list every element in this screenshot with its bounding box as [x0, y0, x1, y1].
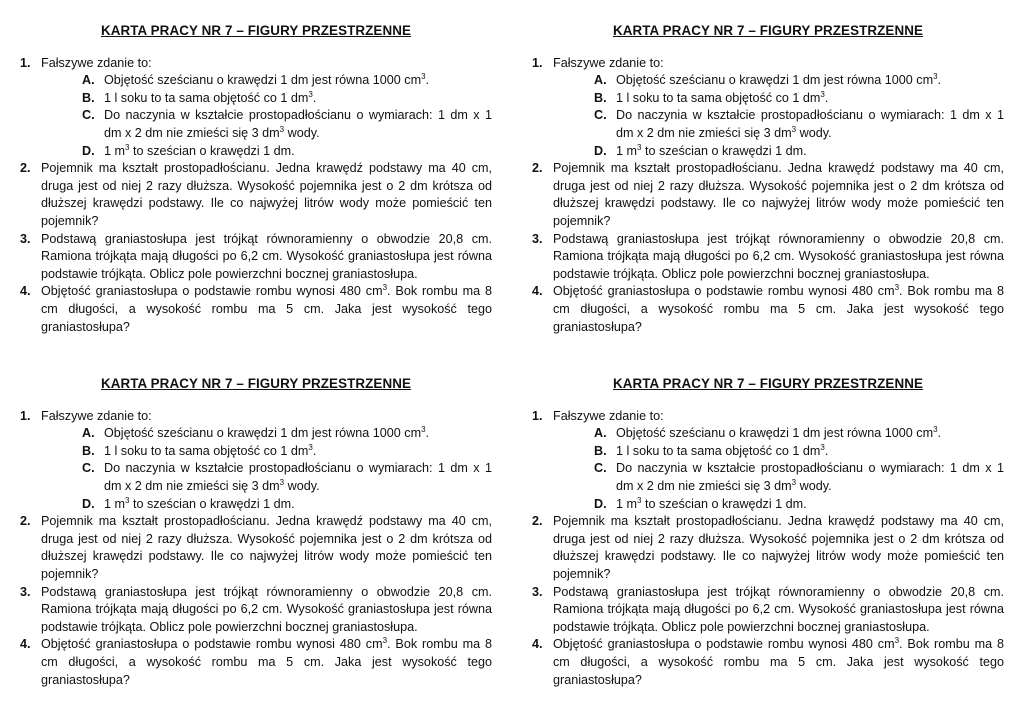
superscript: 3 — [820, 442, 825, 452]
option-b — [82, 443, 492, 461]
option-label: D. — [594, 496, 607, 511]
answer-options — [82, 72, 492, 160]
option-text-end: wody. — [796, 478, 832, 493]
question-4 — [532, 636, 1004, 689]
option-c — [594, 107, 1004, 142]
worksheet-card-top-left — [20, 22, 492, 336]
option-label: B. — [594, 90, 607, 105]
option-label: D. — [82, 496, 95, 511]
option-label: D. — [594, 143, 607, 158]
question-text-end: . Bok rombu ma 8 cm długości, a wysokość rombu ma 5 cm. Jaka jest wysokość tego graniastosłupa? — [553, 637, 1004, 687]
question-number: 3. — [20, 584, 31, 599]
question-number: 3. — [532, 231, 543, 246]
option-label: D. — [82, 143, 95, 158]
question-text: Podstawą graniastosłupa jest trójkąt równoramienny o obwodzie 20,8 cm. Ramiona trójkąta mają długości po 6,2 cm. Wysokość graniastosłupa jest równa podstawie trójkąta. Oblicz pole powierzchni bocznej graniastosłupa. — [41, 231, 492, 281]
superscript: 3 — [382, 636, 388, 646]
option-label: C. — [82, 461, 95, 476]
option-text-end: . — [425, 73, 430, 88]
question-number: 2. — [532, 514, 543, 529]
superscript: 3 — [791, 124, 797, 134]
option-label: B. — [82, 90, 95, 105]
question-2 — [532, 160, 1004, 230]
option-text-end: to sześcian o krawędzi 1 dm. — [129, 496, 295, 511]
option-label: A. — [594, 426, 607, 441]
card-title: KARTA PRACY NR 7 – FIGURY PRZESTRZENNE — [100, 376, 412, 391]
superscript: 3 — [791, 477, 797, 487]
option-text: 1 l soku to ta sama objętość co 1 dm — [104, 443, 309, 458]
option-text-end: to sześcian o krawędzi 1 dm. — [641, 496, 807, 511]
question-2 — [532, 513, 1004, 583]
worksheet-card-bottom-right — [532, 375, 1004, 689]
question-text: Fałszywe zdanie to: — [41, 408, 152, 423]
superscript: 3 — [421, 425, 426, 435]
worksheet-card-top-right — [532, 22, 1004, 336]
option-text: 1 l soku to ta sama objętość co 1 dm — [616, 90, 821, 105]
option-b — [594, 90, 1004, 108]
option-label: A. — [82, 426, 95, 441]
option-text: Do naczynia w kształcie prostopadłościanu o wymiarach: 1 dm x 1 dm x 2 dm nie zmieści się 3 dm — [104, 108, 492, 140]
superscript: 3 — [933, 72, 938, 82]
superscript: 3 — [125, 495, 130, 505]
question-text: Objętość graniastosłupa o podstawie rombu wynosi 480 cm — [553, 284, 895, 299]
question-number: 1. — [20, 55, 31, 70]
question-text: Fałszywe zdanie to: — [41, 55, 152, 70]
superscript: 3 — [894, 636, 900, 646]
option-text-end: to sześcian o krawędzi 1 dm. — [641, 143, 807, 158]
question-1 — [532, 55, 1004, 73]
question-text: Pojemnik ma kształt prostopadłościanu. Jedna krawędź podstawy ma 40 cm, druga jest od niej 2 razy dłuższa. Wysokość pojemnika jest o 2 dm krótsza od dłuższej krawędzi podstawy. Ile co najwyżej litrów wody może pomieścić ten pojemnik? — [41, 514, 492, 581]
superscript: 3 — [308, 442, 313, 452]
question-number: 1. — [20, 408, 31, 423]
worksheet-card-bottom-left — [20, 375, 492, 689]
answer-options — [594, 72, 1004, 160]
superscript: 3 — [894, 283, 900, 293]
question-text: Pojemnik ma kształt prostopadłościanu. Jedna krawędź podstawy ma 40 cm, druga jest od niej 2 razy dłuższa. Wysokość pojemnika jest o 2 dm krótsza od dłuższej krawędzi podstawy. Ile co najwyżej litrów wody może pomieścić ten pojemnik? — [41, 161, 492, 228]
option-a — [594, 72, 1004, 90]
option-b — [82, 90, 492, 108]
question-text: Podstawą graniastosłupa jest trójkąt równoramienny o obwodzie 20,8 cm. Ramiona trójkąta mają długości po 6,2 cm. Wysokość graniastosłupa jest równa podstawie trójkąta. Oblicz pole powierzchni bocznej graniastosłupa. — [553, 584, 1004, 634]
question-text-end: . Bok rombu ma 8 cm długości, a wysokość rombu ma 5 cm. Jaka jest wysokość tego graniastosłupa? — [41, 637, 492, 687]
option-d — [82, 143, 492, 161]
option-text-end: . — [937, 73, 942, 88]
question-text: Pojemnik ma kształt prostopadłościanu. Jedna krawędź podstawy ma 40 cm, druga jest od niej 2 razy dłuższa. Wysokość pojemnika jest o 2 dm krótsza od dłuższej krawędzi podstawy. Ile co najwyżej litrów wody może pomieścić ten pojemnik? — [553, 161, 1004, 228]
superscript: 3 — [933, 425, 938, 435]
question-1 — [20, 55, 492, 73]
option-text: 1 l soku to ta sama objętość co 1 dm — [616, 443, 821, 458]
option-label: A. — [82, 73, 95, 88]
question-number: 3. — [20, 231, 31, 246]
question-text-end: . Bok rombu ma 8 cm długości, a wysokość rombu ma 5 cm. Jaka jest wysokość tego graniastosłupa? — [41, 284, 492, 334]
option-text: Do naczynia w kształcie prostopadłościanu o wymiarach: 1 dm x 1 dm x 2 dm nie zmieści się 3 dm — [104, 461, 492, 493]
option-c — [82, 460, 492, 495]
option-text: 1 m — [104, 143, 125, 158]
option-c — [594, 460, 1004, 495]
superscript: 3 — [637, 142, 642, 152]
superscript: 3 — [308, 89, 313, 99]
option-text: 1 m — [616, 496, 637, 511]
question-number: 2. — [20, 161, 31, 176]
question-number: 2. — [532, 161, 543, 176]
option-label: B. — [82, 443, 95, 458]
option-text-end: wody. — [284, 478, 320, 493]
question-1 — [532, 408, 1004, 426]
question-4 — [20, 636, 492, 689]
question-text: Objętość graniastosłupa o podstawie rombu wynosi 480 cm — [553, 637, 895, 652]
question-text: Pojemnik ma kształt prostopadłościanu. Jedna krawędź podstawy ma 40 cm, druga jest od niej 2 razy dłuższa. Wysokość pojemnika jest o 2 dm krótsza od dłuższej krawędzi podstawy. Ile co najwyżej litrów wody może pomieścić ten pojemnik? — [553, 514, 1004, 581]
card-title: KARTA PRACY NR 7 – FIGURY PRZESTRZENNE — [612, 23, 924, 38]
card-title: KARTA PRACY NR 7 – FIGURY PRZESTRZENNE — [612, 376, 924, 391]
question-number: 1. — [532, 408, 543, 423]
question-number: 2. — [20, 514, 31, 529]
question-text-end: . Bok rombu ma 8 cm długości, a wysokość rombu ma 5 cm. Jaka jest wysokość tego graniastosłupa? — [553, 284, 1004, 334]
question-text: Objętość graniastosłupa o podstawie rombu wynosi 480 cm — [41, 284, 383, 299]
question-4 — [20, 283, 492, 336]
option-text-end: . — [824, 443, 829, 458]
option-d — [82, 496, 492, 514]
option-text: Objętość sześcianu o krawędzi 1 dm jest równa 1000 cm — [104, 426, 422, 441]
question-3 — [532, 231, 1004, 284]
superscript: 3 — [125, 142, 130, 152]
option-text: Do naczynia w kształcie prostopadłościanu o wymiarach: 1 dm x 1 dm x 2 dm nie zmieści się 3 dm — [616, 461, 1004, 493]
superscript: 3 — [637, 495, 642, 505]
question-text: Objętość graniastosłupa o podstawie rombu wynosi 480 cm — [41, 637, 383, 652]
question-number: 4. — [20, 284, 31, 299]
question-2 — [20, 160, 492, 230]
option-text: 1 m — [616, 143, 637, 158]
option-label: B. — [594, 443, 607, 458]
option-text: 1 m — [104, 496, 125, 511]
option-text: 1 l soku to ta sama objętość co 1 dm — [104, 90, 309, 105]
option-text-end: . — [312, 443, 317, 458]
option-text: Objętość sześcianu o krawędzi 1 dm jest równa 1000 cm — [616, 426, 934, 441]
option-label: A. — [594, 73, 607, 88]
option-a — [82, 425, 492, 443]
card-title: KARTA PRACY NR 7 – FIGURY PRZESTRZENNE — [100, 23, 412, 38]
option-a — [594, 425, 1004, 443]
question-2 — [20, 513, 492, 583]
option-text-end: . — [425, 426, 430, 441]
option-label: C. — [594, 461, 607, 476]
superscript: 3 — [820, 89, 825, 99]
question-text: Fałszywe zdanie to: — [553, 55, 664, 70]
answer-options — [82, 425, 492, 513]
question-text: Podstawą graniastosłupa jest trójkąt równoramienny o obwodzie 20,8 cm. Ramiona trójkąta mają długości po 6,2 cm. Wysokość graniastosłupa jest równa podstawie trójkąta. Oblicz pole powierzchni bocznej graniastosłupa. — [41, 584, 492, 634]
option-text-end: . — [312, 90, 317, 105]
option-label: C. — [82, 108, 95, 123]
option-c — [82, 107, 492, 142]
question-3 — [532, 584, 1004, 637]
superscript: 3 — [279, 477, 285, 487]
option-b — [594, 443, 1004, 461]
question-4 — [532, 283, 1004, 336]
superscript: 3 — [421, 72, 426, 82]
option-label: C. — [594, 108, 607, 123]
option-d — [594, 143, 1004, 161]
answer-options — [594, 425, 1004, 513]
superscript: 3 — [279, 124, 285, 134]
question-text: Fałszywe zdanie to: — [553, 408, 664, 423]
option-text: Objętość sześcianu o krawędzi 1 dm jest równa 1000 cm — [104, 73, 422, 88]
option-text-end: wody. — [284, 125, 320, 140]
question-number: 4. — [532, 284, 543, 299]
question-1 — [20, 408, 492, 426]
option-text: Objętość sześcianu o krawędzi 1 dm jest równa 1000 cm — [616, 73, 934, 88]
question-3 — [20, 584, 492, 637]
question-number: 1. — [532, 55, 543, 70]
superscript: 3 — [382, 283, 388, 293]
option-a — [82, 72, 492, 90]
option-d — [594, 496, 1004, 514]
option-text: Do naczynia w kształcie prostopadłościanu o wymiarach: 1 dm x 1 dm x 2 dm nie zmieści się 3 dm — [616, 108, 1004, 140]
question-number: 4. — [20, 637, 31, 652]
option-text-end: . — [937, 426, 942, 441]
question-number: 4. — [532, 637, 543, 652]
question-text: Podstawą graniastosłupa jest trójkąt równoramienny o obwodzie 20,8 cm. Ramiona trójkąta mają długości po 6,2 cm. Wysokość graniastosłupa jest równa podstawie trójkąta. Oblicz pole powierzchni bocznej graniastosłupa. — [553, 231, 1004, 281]
option-text-end: wody. — [796, 125, 832, 140]
option-text-end: . — [824, 90, 829, 105]
question-number: 3. — [532, 584, 543, 599]
option-text-end: to sześcian o krawędzi 1 dm. — [129, 143, 295, 158]
question-3 — [20, 231, 492, 284]
